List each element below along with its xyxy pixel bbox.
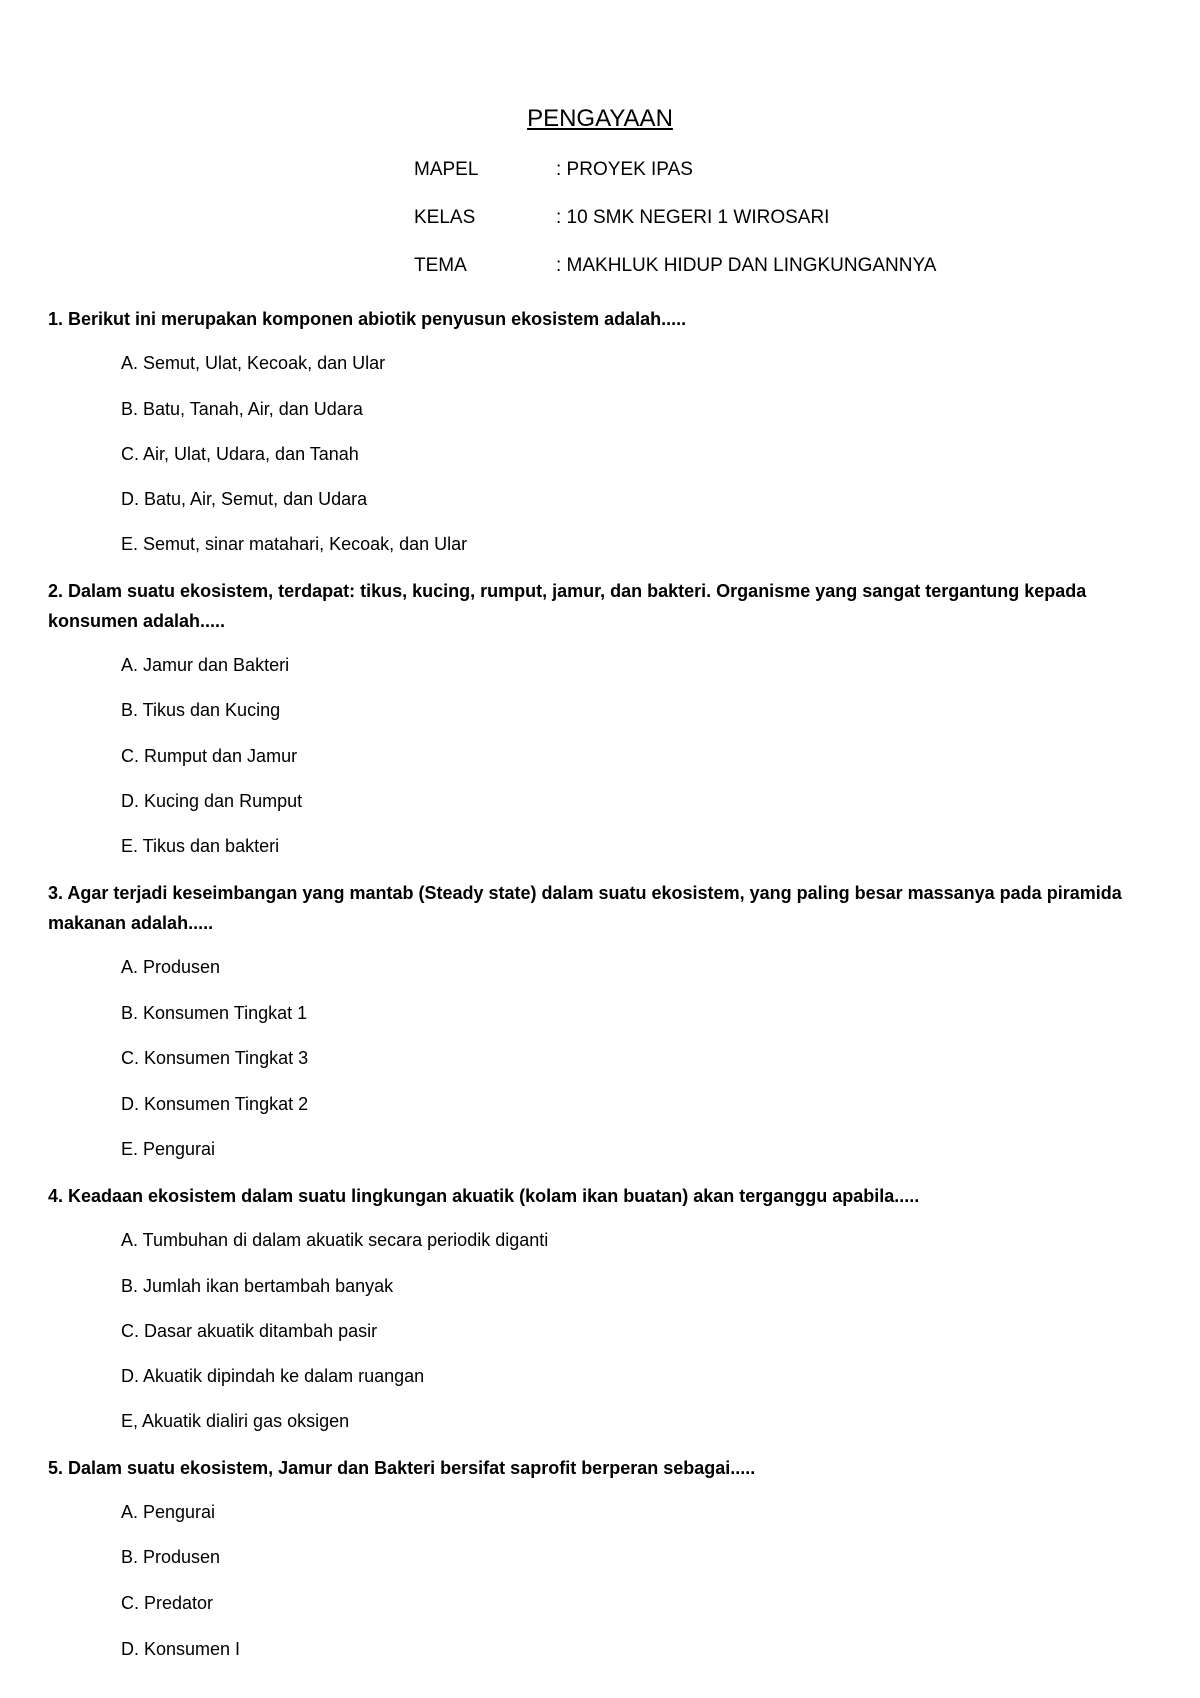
option-4b: B. Jumlah ikan bertambah banyak [121,1276,394,1296]
option-4d: D. Akuatik dipindah ke dalam ruangan [121,1366,425,1386]
option-3b: B. Konsumen Tingkat 1 [121,1003,308,1023]
option-1e: E. Semut, sinar matahari, Kecoak, dan Ular [121,534,468,554]
meta-value: : PROYEK IPAS [556,159,693,180]
option-3e: E. Pengurai [121,1139,216,1159]
option-3a: A. Produsen [121,957,221,977]
option-2d: D. Kucing dan Rumput [121,791,303,811]
question-2: 2. Dalam suatu ekosistem, terdapat: tikus, kucing, rumput, jamur, dan bakteri. Organisme yang sangat tergantung kepada konsumen adalah..... [48,581,1087,631]
option-4c: C. Dasar akuatik ditambah pasir [121,1321,378,1341]
option-5b: B. Produsen [121,1547,221,1567]
option-1b: B. Batu, Tanah, Air, dan Udara [121,399,363,419]
meta-value: : MAKHLUK HIDUP DAN LINGKUNGANNYA [556,255,937,276]
meta-row-kelas [414,205,829,231]
option-1d: D. Batu, Air, Semut, dan Udara [121,489,368,509]
question-4: 4. Keadaan ekosistem dalam suatu lingkungan akuatik (kolam ikan buatan) akan terganggu apabila..... [48,1186,920,1206]
option-5c: C. Predator [121,1593,214,1613]
option-2c: C. Rumput dan Jamur [121,746,298,766]
option-3c: C. Konsumen Tingkat 3 [121,1048,309,1068]
question-1: 1. Berikut ini merupakan komponen abiotik penyusun ekosistem adalah..... [48,309,687,329]
question-3: 3. Agar terjadi keseimbangan yang mantab (Steady state) dalam suatu ekosistem, yang paling besar massanya pada piramida makanan adalah..... [48,883,1122,933]
meta-value: : 10 SMK NEGERI 1 WIROSARI [556,207,830,228]
option-2b: B. Tikus dan Kucing [121,700,281,720]
option-4a: A. Tumbuhan di dalam akuatik secara periodik diganti [121,1230,549,1250]
meta-key: TEMA [414,255,467,276]
question-5: 5. Dalam suatu ekosistem, Jamur dan Bakteri bersifat saprofit berperan sebagai..... [48,1458,756,1478]
option-4e: E, Akuatik dialiri gas oksigen [121,1411,350,1431]
option-5d: D. Konsumen I [121,1639,241,1659]
meta-row-mapel [414,157,693,183]
option-5a: A. Pengurai [121,1502,216,1522]
meta-key: KELAS [414,207,476,228]
option-1a: A. Semut, Ulat, Kecoak, dan Ular [121,353,386,373]
option-3d: D. Konsumen Tingkat 2 [121,1094,309,1114]
option-2e: E. Tikus dan bakteri [121,836,280,856]
option-2a: A. Jamur dan Bakteri [121,655,290,675]
page-title: PENGAYAAN [527,105,673,132]
meta-key: MAPEL [414,159,479,180]
meta-row-tema [414,253,936,279]
option-1c: C. Air, Ulat, Udara, dan Tanah [121,444,359,464]
